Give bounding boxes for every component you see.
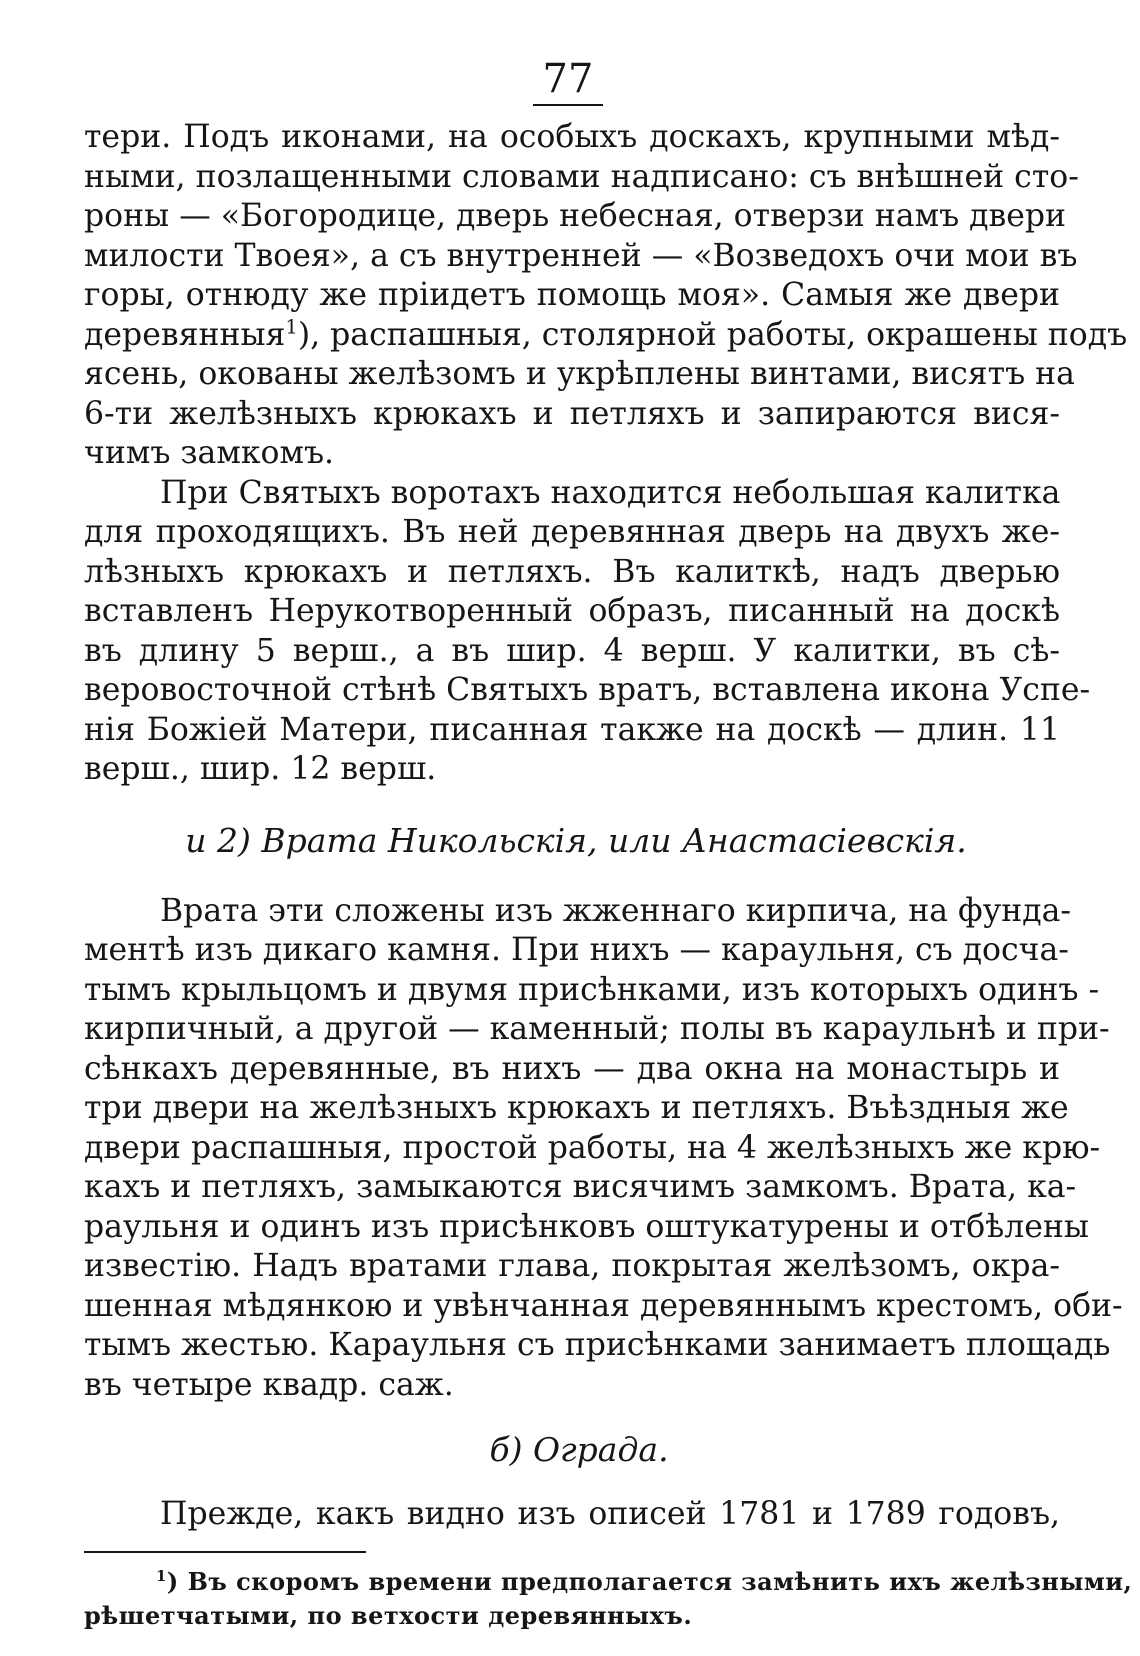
- footnote-divider: [84, 1551, 366, 1553]
- main-text: [84, 118, 1128, 1535]
- footnote-line: рѣшетчатыми, по ветхости деревянныхъ.: [84, 1600, 693, 1630]
- section-heading-nikolsky-gates: и 2) Врата Никольскія, или Анастасіевскія.: [185, 820, 967, 860]
- document-page: [84, 56, 1133, 1630]
- text-line: милости Твоея», а съ внутренней — «Возведохъ очи мои въ: [84, 237, 1078, 274]
- section-heading-fence: б) Ограда.: [489, 1430, 669, 1469]
- text-line: горы, отнюду же пріидетъ помощь моя». Самыя же двери: [84, 277, 1060, 313]
- paragraph-intro: [84, 118, 1128, 474]
- text-line: тери. Подъ иконами, на особыхъ доскахъ, крупными мѣд-: [84, 119, 1060, 155]
- text-line: роны — «Богородице, дверь небесная, отверзи намъ двери: [84, 198, 1067, 234]
- text-line: шенная мѣдянкою и увѣнчанная деревяннымъ крестомъ, оби-: [84, 1287, 1123, 1324]
- text-line: для проходящихъ. Въ ней деревянная дверь на двухъ же-: [84, 514, 1060, 550]
- page-number: [76, 56, 1060, 106]
- text-line: ясень, окованы желѣзомъ и укрѣплены винтами, висятъ на: [84, 356, 1075, 392]
- text-line: тымъ крыльцомъ и двумя присѣнками, изъ которыхъ одинъ -: [84, 971, 1100, 1008]
- text-line: известію. Надъ вратами глава, покрытая желѣзомъ, окра-: [84, 1248, 1060, 1284]
- text-line-indented: Врата эти сложены изъ жженнаго кирпича, на фунда-: [160, 892, 1072, 929]
- page-number-text: 77: [533, 56, 604, 106]
- text-fragment: ), распашныя, столярной работы, окрашены подъ: [297, 316, 1128, 353]
- text-line: двери распашныя, простой работы, на 4 желѣзныхъ же крю-: [84, 1129, 1101, 1166]
- text-line-with-footnote-ref: [84, 315, 1128, 356]
- paragraph-gates: [84, 474, 1091, 790]
- spacer: [84, 1471, 1060, 1495]
- footnote-line: [84, 1565, 1133, 1599]
- text-line: вставленъ Нерукотворенный образъ, писанный на доскѣ: [84, 593, 1060, 629]
- text-line: въ длину 5 верш., а въ шир. 4 верш. У калитки, въ сѣ-: [84, 632, 1060, 669]
- text-line: веровосточной стѣнѣ Святыхъ вратъ, вставлена икона Успе-: [84, 672, 1091, 708]
- text-line: кирпичный, а другой — каменный; полы въ караульнѣ и при-: [84, 1011, 1110, 1047]
- text-line: 6-ти желѣзныхъ крюкахъ и петляхъ и запираются вися-: [84, 395, 1060, 432]
- text-line-indented: Прежде, какъ видно изъ описей 1781 и 1789 годовъ,: [160, 1496, 1060, 1532]
- text-line-last: верш., шир. 12 верш.: [84, 751, 437, 787]
- paragraph-nikolsky-gates: [84, 892, 1123, 1406]
- footnote: [84, 1565, 1133, 1633]
- text-line: тымъ жестью. Караульня съ присѣнками занимаетъ площадь: [84, 1327, 1111, 1363]
- text-fragment: деревянныя: [84, 316, 286, 353]
- text-line: раульня и одинъ изъ присѣнковъ оштукатурены и отбѣлены: [84, 1208, 1089, 1245]
- text-line: ными, позлащенными словами надписано: съ внѣшней сто-: [84, 158, 1079, 195]
- footnote-text: ) Въ скоромъ времени предполагается замѣнить ихъ желѣзными,: [166, 1566, 1133, 1596]
- paragraph-fence: [84, 1495, 1060, 1535]
- footnote-marker: 1: [156, 1566, 167, 1585]
- text-line: нія Божіей Матери, писанная также на доскѣ — длин. 11: [84, 711, 1060, 748]
- spacer: [84, 1405, 1060, 1429]
- text-line: ментѣ изъ дикаго камня. При нихъ — караульня, съ досча-: [84, 932, 1069, 968]
- text-line-last: чимъ замкомъ.: [84, 435, 335, 471]
- text-line-indented: При Святыхъ воротахъ находится небольшая калитка: [160, 474, 1061, 511]
- spacer: [84, 790, 1060, 820]
- text-line-last: въ четыре квадр. саж.: [84, 1366, 454, 1403]
- text-line: кахъ и петляхъ, замыкаются висячимъ замкомъ. Врата, ка-: [84, 1169, 1077, 1205]
- footnote-reference: 1: [285, 315, 298, 338]
- text-line: лѣзныхъ крюкахъ и петляхъ. Въ калиткѣ, надъ дверью: [84, 553, 1060, 590]
- text-line: сѣнкахъ деревянные, въ нихъ — два окна на монастырь и: [84, 1050, 1060, 1087]
- text-line: три двери на желѣзныхъ крюкахъ и петляхъ. Въѣздныя же: [84, 1090, 1069, 1126]
- spacer: [84, 862, 1060, 892]
